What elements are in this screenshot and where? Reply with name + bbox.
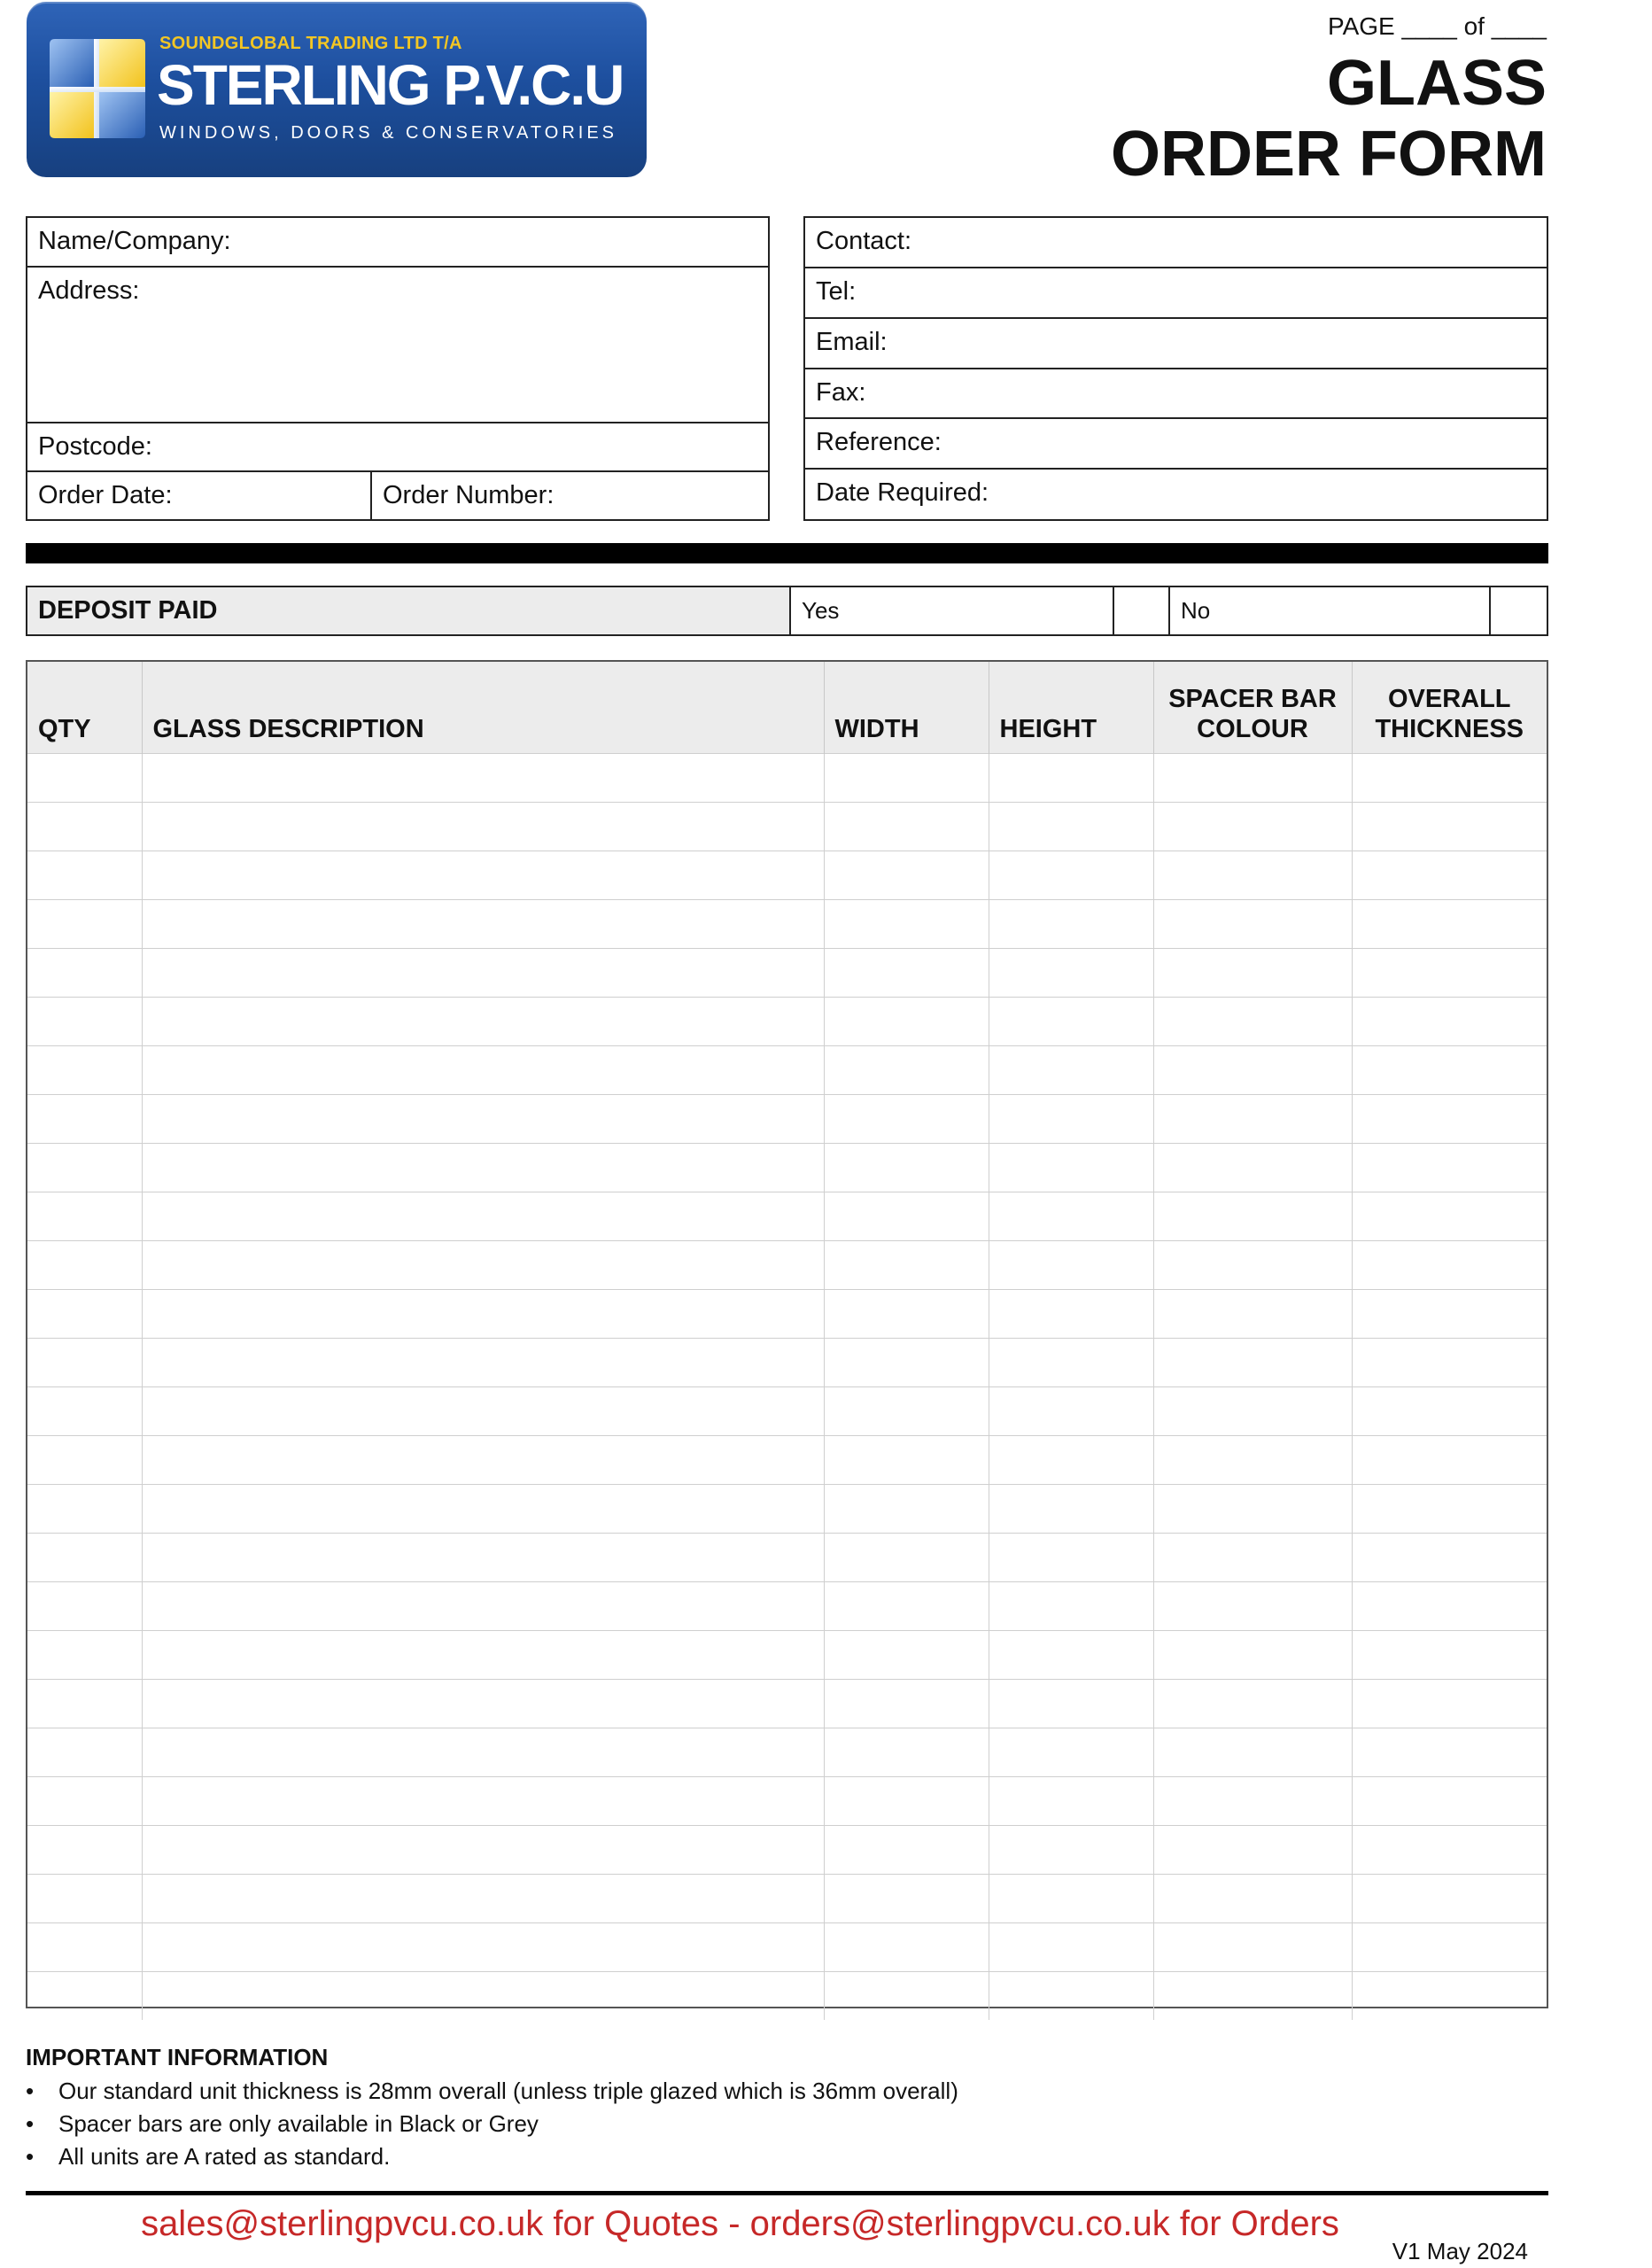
table-cell[interactable] (1352, 1046, 1547, 1095)
table-cell[interactable] (27, 900, 142, 949)
table-cell[interactable] (989, 1192, 1153, 1241)
company-logo (27, 2, 647, 177)
address-field[interactable]: Address: (27, 268, 768, 423)
table-row (27, 1923, 1547, 1972)
table-row (27, 1631, 1547, 1680)
order-number-field[interactable]: Order Number: (383, 481, 555, 509)
table-cell[interactable] (142, 1728, 824, 1777)
order-date-number-row (27, 472, 768, 519)
fax-field[interactable]: Fax: (805, 369, 1547, 419)
table-cell[interactable] (824, 1777, 989, 1826)
table-cell[interactable] (1153, 803, 1352, 851)
table-cell[interactable] (1153, 1777, 1352, 1826)
table-cell[interactable] (824, 1728, 989, 1777)
table-cell[interactable] (824, 1875, 989, 1923)
important-information (26, 2044, 1548, 2173)
table-cell[interactable] (989, 1972, 1153, 2021)
table-cell[interactable] (142, 1631, 824, 1680)
table-row (27, 1339, 1547, 1387)
table-cell[interactable] (142, 1972, 824, 2021)
title-line-1: GLASS (1326, 48, 1547, 119)
table-cell[interactable] (1352, 998, 1547, 1046)
table-cell[interactable] (1153, 900, 1352, 949)
table-cell[interactable] (824, 1972, 989, 2021)
table-cell[interactable] (989, 1631, 1153, 1680)
table-cell[interactable] (142, 1485, 824, 1534)
table-cell[interactable] (142, 1436, 824, 1485)
table-cell[interactable] (824, 1144, 989, 1192)
table-row (27, 998, 1547, 1046)
table-cell[interactable] (142, 1144, 824, 1192)
table-cell[interactable] (824, 1923, 989, 1972)
table-cell[interactable] (989, 1290, 1153, 1339)
date-required-field[interactable]: Date Required: (816, 478, 989, 507)
table-cell[interactable] (824, 1534, 989, 1582)
table-row (27, 1777, 1547, 1826)
table-cell[interactable] (27, 1339, 142, 1387)
table-cell[interactable] (989, 949, 1153, 998)
table-row (27, 1972, 1547, 2021)
table-row (27, 1241, 1547, 1290)
table-cell[interactable] (27, 1046, 142, 1095)
table-cell[interactable] (989, 1387, 1153, 1436)
table-cell[interactable] (27, 1095, 142, 1144)
table-cell[interactable] (142, 851, 824, 900)
table-cell[interactable] (27, 949, 142, 998)
table-cell[interactable] (142, 1095, 824, 1144)
table-cell[interactable] (1153, 1387, 1352, 1436)
table-row (27, 803, 1547, 851)
table-cell[interactable] (27, 1485, 142, 1534)
table-cell[interactable] (1153, 1144, 1352, 1192)
table-cell[interactable] (824, 1290, 989, 1339)
table-cell[interactable] (27, 1923, 142, 1972)
table-cell[interactable] (27, 754, 142, 803)
table-cell[interactable] (1153, 949, 1352, 998)
table-cell[interactable] (27, 1972, 142, 2021)
info-item: • Spacer bars are only available in Black or Grey (26, 2108, 1548, 2140)
table-cell[interactable] (1352, 1534, 1547, 1582)
table-row (27, 1144, 1547, 1192)
table-cell[interactable] (142, 900, 824, 949)
table-cell[interactable] (824, 1095, 989, 1144)
table-cell[interactable] (1153, 1680, 1352, 1728)
table-cell[interactable] (27, 1631, 142, 1680)
table-cell[interactable] (142, 1241, 824, 1290)
table-cell[interactable] (1153, 1923, 1352, 1972)
table-cell[interactable] (27, 1875, 142, 1923)
table-row (27, 1290, 1547, 1339)
table-cell[interactable] (27, 1582, 142, 1631)
table-row (27, 1680, 1547, 1728)
table-cell[interactable] (142, 998, 824, 1046)
table-cell[interactable] (27, 851, 142, 900)
table-cell[interactable] (1153, 1436, 1352, 1485)
table-cell[interactable] (989, 1144, 1153, 1192)
table-cell[interactable] (1352, 1144, 1547, 1192)
table-cell[interactable] (824, 1387, 989, 1436)
info-item: • Our standard unit thickness is 28mm overall (unless triple glazed which is 36mm overall) (26, 2075, 1548, 2108)
table-row (27, 754, 1547, 803)
table-cell[interactable] (824, 1582, 989, 1631)
table-cell[interactable] (1153, 1631, 1352, 1680)
table-cell[interactable] (27, 1144, 142, 1192)
table-cell[interactable] (27, 1436, 142, 1485)
version-label: V1 May 2024 (1392, 2238, 1528, 2264)
table-cell[interactable] (1352, 949, 1547, 998)
table-cell[interactable] (989, 1777, 1153, 1826)
table-cell[interactable] (142, 949, 824, 998)
table-cell[interactable] (142, 1192, 824, 1241)
table-cell[interactable] (989, 1095, 1153, 1144)
table-cell[interactable] (824, 1631, 989, 1680)
table-cell[interactable] (989, 1728, 1153, 1777)
column-header-spacer-bar-colour: SPACER BAR COLOUR (1153, 662, 1352, 754)
column-header-height: HEIGHT (989, 662, 1153, 754)
table-cell[interactable] (27, 1241, 142, 1290)
info-title: IMPORTANT INFORMATION (26, 2044, 329, 2070)
table-cell[interactable] (27, 1680, 142, 1728)
logo-brand: STERLING P.V.C.U (157, 53, 624, 117)
table-cell[interactable] (824, 1339, 989, 1387)
table-cell[interactable] (1352, 1339, 1547, 1387)
info-item: • All units are A rated as standard. (26, 2140, 1548, 2173)
table-cell[interactable] (1153, 1875, 1352, 1923)
table-cell[interactable] (142, 754, 824, 803)
logo-tagline: WINDOWS, DOORS & CONSERVATORIES (159, 123, 618, 143)
info-list (26, 2075, 1548, 2173)
table-cell[interactable] (989, 1826, 1153, 1875)
table-cell[interactable] (1352, 851, 1547, 900)
table-cell[interactable] (1153, 998, 1352, 1046)
table-cell[interactable] (1352, 754, 1547, 803)
table-cell[interactable] (142, 1582, 824, 1631)
table-cell[interactable] (27, 803, 142, 851)
table-cell[interactable] (1352, 1680, 1547, 1728)
table-cell[interactable] (27, 1192, 142, 1241)
table-cell[interactable] (824, 1436, 989, 1485)
page-indicator: PAGE ____ of ____ (1328, 12, 1547, 40)
contact-details-box (803, 216, 1548, 521)
deposit-yes-label: Yes (791, 587, 1114, 634)
table-header-row (27, 662, 1547, 754)
table-cell[interactable] (27, 1387, 142, 1436)
table-cell[interactable] (1352, 1923, 1547, 1972)
table-cell[interactable] (1352, 1972, 1547, 2021)
deposit-yes-checkbox[interactable] (1114, 587, 1170, 634)
table-cell[interactable] (1352, 1582, 1547, 1631)
table-cell[interactable] (1153, 851, 1352, 900)
column-header-overall-thickness: OVERALL THICKNESS (1352, 662, 1547, 754)
name-company-field[interactable]: Name/Company: (27, 218, 768, 268)
reference-field[interactable]: Reference: (805, 419, 1547, 470)
email-field[interactable]: Email: (805, 319, 1547, 369)
contact-field[interactable]: Contact: (805, 218, 1547, 268)
table-cell[interactable] (142, 1387, 824, 1436)
table-cell[interactable] (1352, 1485, 1547, 1534)
table-cell[interactable] (824, 1680, 989, 1728)
table-row (27, 1095, 1547, 1144)
order-date-field[interactable]: Order Date: (27, 472, 372, 519)
deposit-row (26, 586, 1548, 636)
table-cell[interactable] (1352, 1728, 1547, 1777)
table-cell[interactable] (1352, 1777, 1547, 1826)
table-row (27, 1192, 1547, 1241)
table-row (27, 1875, 1547, 1923)
table-cell[interactable] (142, 1923, 824, 1972)
table-cell[interactable] (27, 1826, 142, 1875)
table-cell[interactable] (1352, 900, 1547, 949)
window-pane-icon (43, 35, 152, 145)
table-cell[interactable] (1153, 1095, 1352, 1144)
table-row (27, 1728, 1547, 1777)
table-cell[interactable] (1352, 1095, 1547, 1144)
table-row (27, 949, 1547, 998)
table-cell[interactable] (824, 1485, 989, 1534)
table-cell[interactable] (1352, 1436, 1547, 1485)
table-row (27, 1582, 1547, 1631)
table-cell[interactable] (989, 1046, 1153, 1095)
table-cell[interactable] (27, 1290, 142, 1339)
table-cell[interactable] (824, 1046, 989, 1095)
table-cell[interactable] (1153, 1485, 1352, 1534)
deposit-no-label: No (1170, 587, 1491, 634)
table-cell[interactable] (1352, 1192, 1547, 1241)
table-cell[interactable] (1153, 754, 1352, 803)
table-cell[interactable] (989, 900, 1153, 949)
table-cell[interactable] (1153, 1972, 1352, 2021)
footer-contact-line[interactable]: sales@sterlingpvcu.co.uk for Quotes - orders@sterlingpvcu.co.uk for Orders (141, 2204, 1339, 2243)
table-row (27, 900, 1547, 949)
footer-divider (26, 2191, 1548, 2195)
table-row (27, 851, 1547, 900)
table-cell[interactable] (989, 1436, 1153, 1485)
table-row (27, 1534, 1547, 1582)
tel-field[interactable]: Tel: (805, 268, 1547, 319)
table-cell[interactable] (989, 754, 1153, 803)
table-cell[interactable] (1153, 1826, 1352, 1875)
table-cell[interactable] (989, 803, 1153, 851)
table-cell[interactable] (142, 1339, 824, 1387)
table-cell[interactable] (1352, 1875, 1547, 1923)
column-header-width: WIDTH (824, 662, 989, 754)
title-line-2: ORDER FORM (1111, 119, 1547, 190)
table-cell[interactable] (1352, 1241, 1547, 1290)
table-cell[interactable] (1352, 803, 1547, 851)
table-cell[interactable] (27, 998, 142, 1046)
table-cell[interactable] (824, 998, 989, 1046)
table-cell[interactable] (142, 1680, 824, 1728)
table-cell[interactable] (1352, 1826, 1547, 1875)
table-cell[interactable] (989, 1680, 1153, 1728)
table-cell[interactable] (989, 1875, 1153, 1923)
table-cell[interactable] (142, 1290, 824, 1339)
order-table (26, 660, 1548, 2008)
table-cell[interactable] (27, 1777, 142, 1826)
table-row (27, 1436, 1547, 1485)
table-cell[interactable] (1153, 1728, 1352, 1777)
table-cell[interactable] (824, 1826, 989, 1875)
table-cell[interactable] (989, 998, 1153, 1046)
table-cell[interactable] (989, 1923, 1153, 1972)
table-cell[interactable] (142, 1046, 824, 1095)
table-cell[interactable] (989, 1339, 1153, 1387)
table-cell[interactable] (824, 949, 989, 998)
table-cell[interactable] (1352, 1290, 1547, 1339)
table-cell[interactable] (1352, 1387, 1547, 1436)
logo-subtitle: SOUNDGLOBAL TRADING LTD T/A (159, 34, 462, 53)
postcode-field[interactable]: Postcode: (27, 423, 768, 472)
table-cell[interactable] (142, 1777, 824, 1826)
table-row (27, 1485, 1547, 1534)
table-cell[interactable] (989, 1241, 1153, 1290)
table-cell[interactable] (824, 803, 989, 851)
table-cell[interactable] (989, 1534, 1153, 1582)
table-cell[interactable] (824, 851, 989, 900)
customer-details-box (26, 216, 770, 521)
table-cell[interactable] (989, 1485, 1153, 1534)
table-cell[interactable] (824, 900, 989, 949)
table-cell[interactable] (27, 1728, 142, 1777)
table-cell[interactable] (1153, 1582, 1352, 1631)
column-header-glass-description: GLASS DESCRIPTION (142, 662, 824, 754)
deposit-no-checkbox[interactable] (1491, 587, 1547, 634)
table-row (27, 1046, 1547, 1095)
table-cell[interactable] (824, 754, 989, 803)
page-title (1111, 48, 1547, 190)
table-cell[interactable] (142, 1875, 824, 1923)
table-cell[interactable] (1352, 1631, 1547, 1680)
table-cell[interactable] (142, 1534, 824, 1582)
table-cell[interactable] (1153, 1534, 1352, 1582)
table-cell[interactable] (824, 1241, 989, 1290)
table-cell[interactable] (989, 851, 1153, 900)
table-cell[interactable] (1153, 1290, 1352, 1339)
table-cell[interactable] (142, 803, 824, 851)
table-cell[interactable] (989, 1582, 1153, 1631)
table-row (27, 1826, 1547, 1875)
section-divider (26, 543, 1548, 563)
table-cell[interactable] (142, 1826, 824, 1875)
table-cell[interactable] (27, 1534, 142, 1582)
table-cell[interactable] (1153, 1192, 1352, 1241)
table-cell[interactable] (1153, 1241, 1352, 1290)
table-cell[interactable] (824, 1192, 989, 1241)
column-header-qty: QTY (27, 662, 142, 754)
table-cell[interactable] (1153, 1339, 1352, 1387)
deposit-label: DEPOSIT PAID (27, 587, 791, 634)
table-cell[interactable] (1153, 1046, 1352, 1095)
table-row (27, 1387, 1547, 1436)
